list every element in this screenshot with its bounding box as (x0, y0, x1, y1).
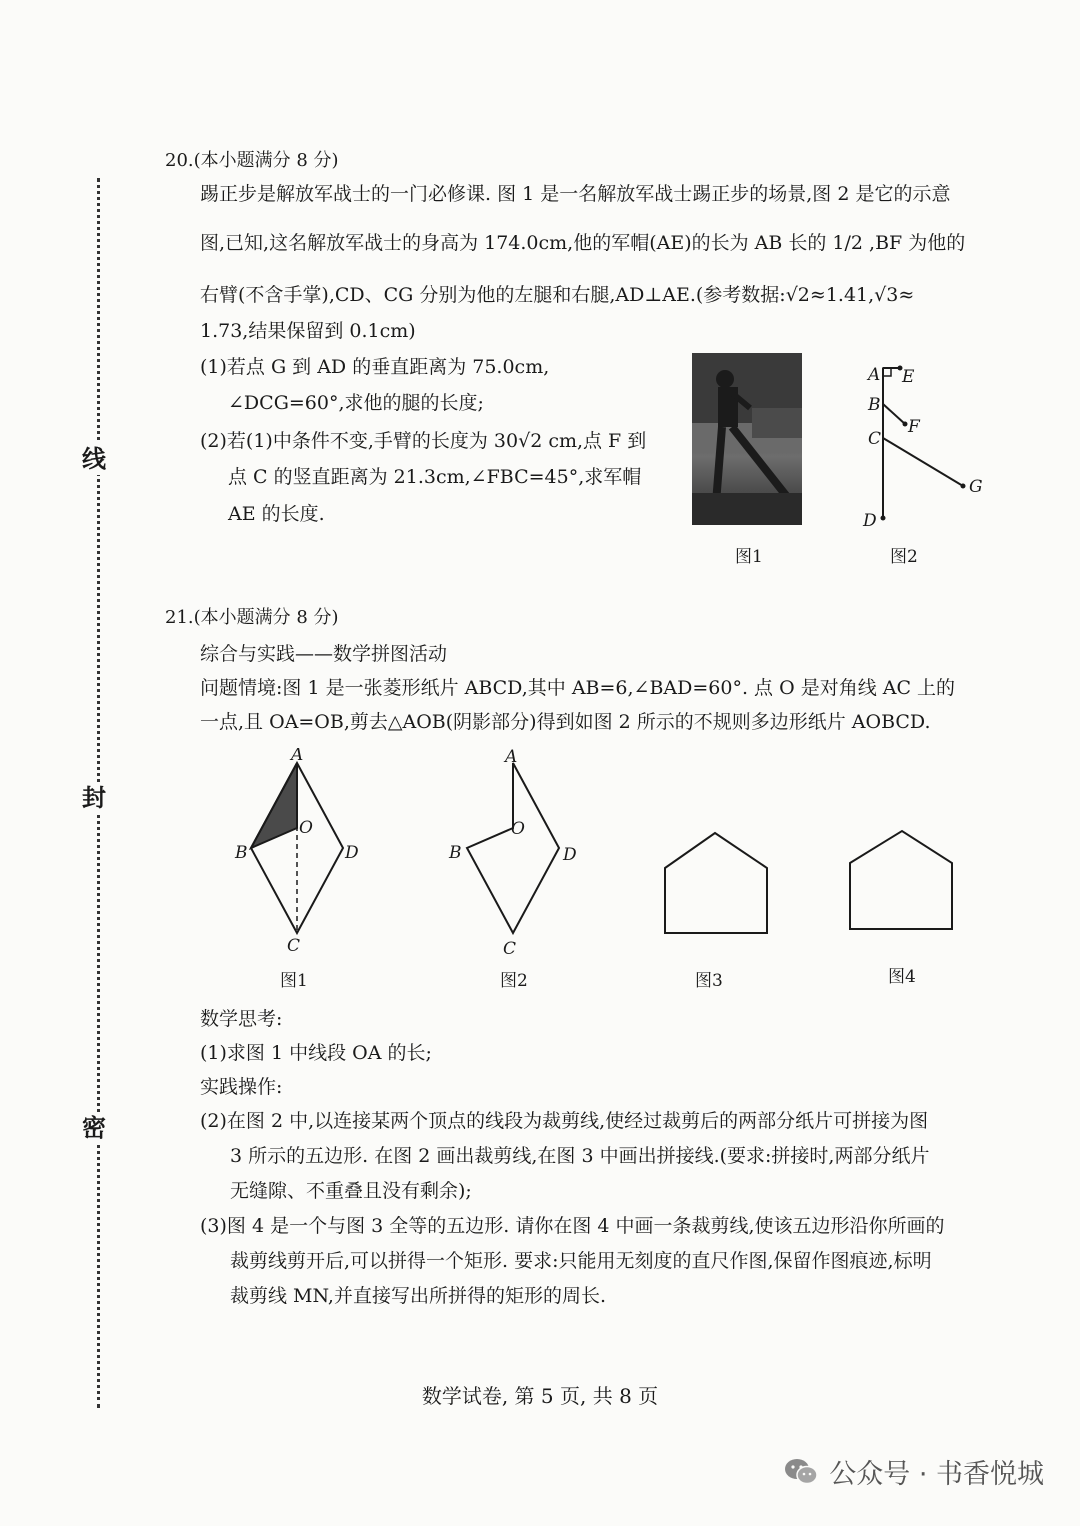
fig1-label-O: O (299, 818, 313, 838)
q21-question-3-line-1: (3)图 4 是一个与图 3 全等的五边形. 请你在图 4 中画一条裁剪线,使该五边形沿你所画的 (200, 1215, 945, 1237)
q20-fig2-diagram (855, 360, 995, 535)
q20-part2-line-3: AE 的长度. (228, 503, 325, 525)
label-D: D (863, 511, 877, 531)
watermark-text: 公众号 · 书香悦城 (829, 1459, 1044, 1490)
q21-fig3-label: 图3 (695, 971, 723, 991)
q20-line-4: 1.73,结果保留到 0.1cm) (200, 320, 416, 342)
label-E: E (902, 367, 915, 387)
line-BF (883, 404, 905, 424)
q20-fig1-label: 图1 (735, 547, 763, 567)
q20-line-1: 踢正步是解放军战士的一门必修课. 图 1 是一名解放军战士踢正步的场景,图 2 是它的示意 (200, 183, 951, 205)
label-F: F (908, 417, 920, 437)
q21-fig3-pentagon (655, 825, 775, 937)
fig2-label-D: D (563, 845, 577, 865)
q20-part1-line-2: ∠DCG=60°,求他的腿的长度; (228, 392, 484, 414)
label-C: C (868, 429, 882, 449)
wechat-icon (783, 1457, 819, 1487)
label-B: B (868, 395, 881, 415)
q21-question-2-line-1: (2)在图 2 中,以连接某两个顶点的线段为裁剪线,使经过裁剪后的两部分纸片可拼接为图 (200, 1110, 929, 1132)
binding-char-feng: 封 (82, 783, 106, 812)
soldier-silhouette (692, 353, 802, 525)
q21-intro-line-2: 一点,且 OA=OB,剪去△AOB(阴影部分)得到如图 2 所示的不规则多边形纸片 AOBCD. (200, 711, 931, 733)
q21-question-2-line-2: 3 所示的五边形. 在图 2 画出裁剪线,在图 3 中画出拼接线.(要求:拼接时,两部分纸片 (230, 1145, 930, 1167)
fig1-label-B: B (235, 843, 248, 863)
label-G: G (969, 477, 983, 497)
q21-fig2-polygon (443, 748, 593, 963)
q20-line-3: 右臂(不含手掌),CD、CG 分别为他的左腿和右腿,AD⊥AE.(参考数据:√2≈1.41,√3≈ (200, 284, 915, 306)
point-F (903, 422, 908, 427)
fig1-label-D: D (345, 843, 359, 863)
q21-fig1-label: 图1 (280, 971, 308, 991)
page-footer: 数学试卷, 第 5 页, 共 8 页 (421, 1384, 659, 1408)
fig1-label-C: C (287, 936, 301, 956)
binding-char-mi: 密 (82, 1113, 106, 1142)
q21-fig2-label: 图2 (500, 971, 528, 991)
binding-char-xian: 线 (82, 444, 106, 473)
fig2-label-B: B (449, 843, 462, 863)
fig1-label-A: A (291, 748, 304, 765)
polygon-AOBCD (467, 763, 559, 933)
pentagon-3 (665, 833, 767, 933)
q20-header: 20.(本小题满分 8 分) (165, 150, 339, 171)
q20-part1-line-1: (1)若点 G 到 AD 的垂直距离为 75.0cm, (200, 356, 550, 378)
label-A: A (868, 365, 881, 385)
q21-intro-line-1: 问题情境:图 1 是一张菱形纸片 ABCD,其中 AB=6,∠BAD=60°. 点 O 是对角线 AC 上的 (200, 677, 956, 699)
q21-question-1: (1)求图 1 中线段 OA 的长; (200, 1042, 432, 1064)
q21-header: 21.(本小题满分 8 分) (165, 607, 339, 628)
q21-question-3-line-2: 裁剪线剪开后,可以拼得一个矩形. 要求:只能用无刻度的直尺作图,保留作图痕迹,标明 (230, 1250, 932, 1272)
point-D (881, 516, 886, 521)
q21-fig4-label: 图4 (888, 967, 916, 987)
right-angle-mark (883, 368, 891, 376)
q20-line-2: 图,已知,这名解放军战士的身高为 174.0cm,他的军帽(AE)的长为 AB 长的 1/2 ,BF 为他的 (200, 232, 966, 254)
fig2-label-A: A (505, 748, 518, 767)
q21-practice-title: 实践操作: (200, 1076, 283, 1098)
fig2-label-O: O (511, 819, 525, 839)
q21-fig1-rhombus (225, 748, 375, 958)
line-CG (883, 438, 963, 486)
q21-question-3-line-3: 裁剪线 MN,并直接写出所拼得的矩形的周长. (230, 1285, 606, 1307)
q21-fig4-pentagon (840, 825, 960, 937)
soldier-photo (692, 353, 802, 525)
q20-fig2-label: 图2 (890, 547, 918, 567)
q21-subtitle: 综合与实践——数学拼图活动 (200, 643, 448, 665)
q20-part2-line-2: 点 C 的竖直距离为 21.3cm,∠FBC=45°,求军帽 (228, 466, 642, 488)
q21-question-2-line-3: 无缝隙、不重叠且没有剩余); (230, 1180, 472, 1202)
q21-think-title: 数学思考: (200, 1008, 283, 1030)
q20-part2-line-1: (2)若(1)中条件不变,手臂的长度为 30√2 cm,点 F 到 (200, 430, 647, 452)
fig2-label-C: C (503, 939, 517, 959)
pentagon-4 (850, 831, 952, 929)
watermark (783, 1452, 1044, 1491)
point-G (961, 484, 966, 489)
